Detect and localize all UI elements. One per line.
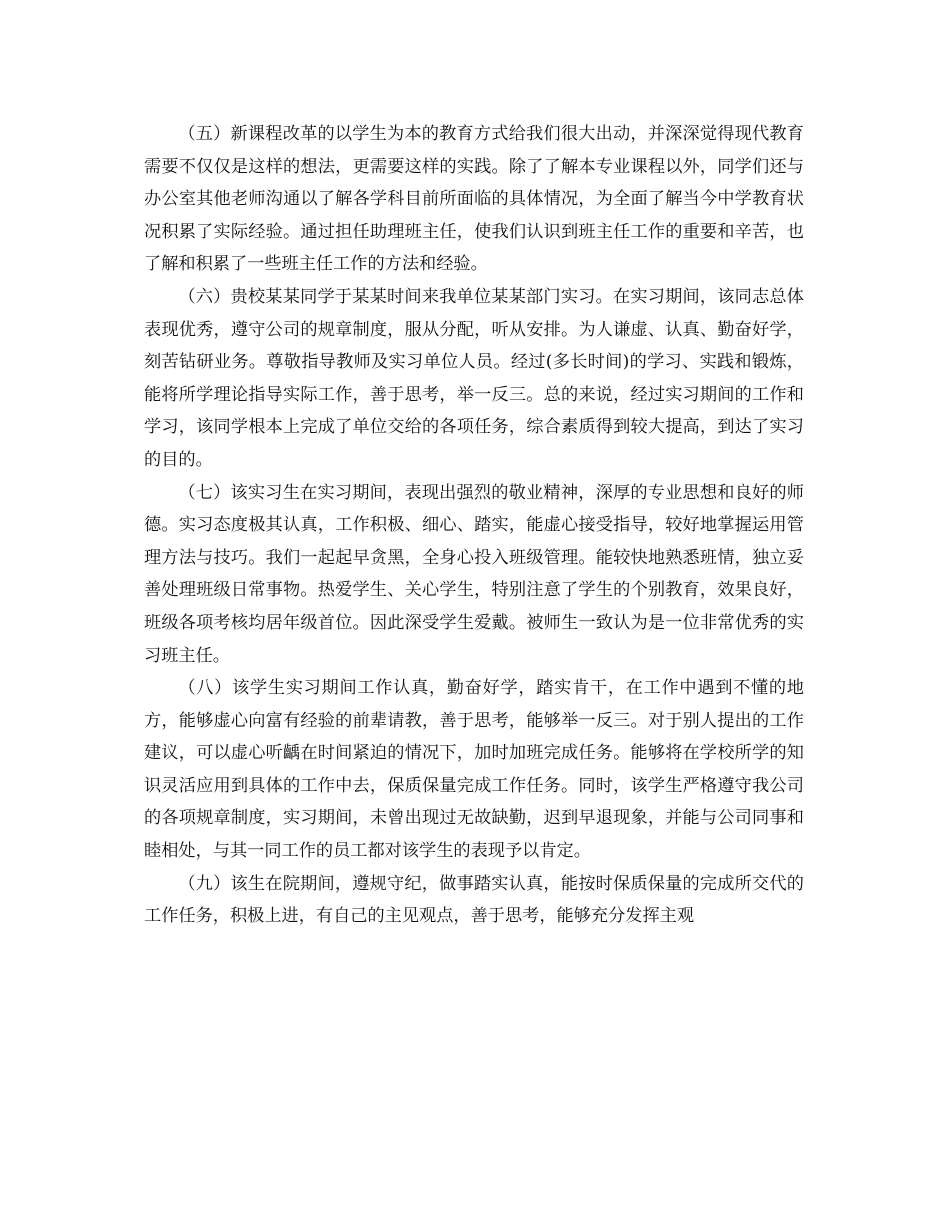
paragraph-9: （九）该生在院期间，遵规守纪，做事踏实认真，能按时保质保量的完成所交代的工作任务，积极上进，有自己的主见观点，善于思考，能够充分发挥主观	[144, 873, 804, 927]
paragraph-5: （五）新课程改革的以学生为本的教育方式给我们很大出动，并深深觉得现代教育需要不仅仅是这样的想法，更需要这样的实践。除了了解本专业课程以外，同学们还与办公室其他老师沟通以了解各学科目前所面临的具体情况，为全面了解当今中学教育状况积累了实际经验。通过担任助理班主任，使我们认识到班主任工作的重要和辛苦，也了解和积累了一些班主任工作的方法和经验。	[144, 124, 804, 275]
paragraph-7: （七）该实习生在实习期间，表现出强烈的敬业精神，深厚的专业思想和良好的师德。实习态度极其认真，工作积极、细心、踏实，能虚心接受指导，较好地掌握运用管理方法与技巧。我们一起起早贪黑，全身心投入班级管理。能较快地熟悉班情，独立妥善处理班级日常事物。热爱学生、关心学生，特别注意了学生的个别教育，效果良好，班级各项考核均居年级首位。因此深受学生爱戴。被师生一致认为是一位非常优秀的实习班主任。	[144, 482, 804, 666]
paragraph-8: （八）该学生实习期间工作认真，勤奋好学，踏实肯干，在工作中遇到不懂的地方，能够虚心向富有经验的前辈请教，善于思考，能够举一反三。对于别人提出的工作建议，可以虚心听齲在时间紧迫的情况下，加时加班完成任务。能够将在学校所学的知识灵活应用到具体的工作中去，保质保量完成工作任务。同时，该学生严格遵守我公司的各项规章制度，实习期间，未曾出现过无故缺勤，迟到早退现象，并能与公司同事和睦相处，与其一同工作的员工都对该学生的表现予以肯定。	[144, 678, 804, 862]
paragraph-6: （六）贵校某某同学于某某时间来我单位某某部门实习。在实习期间，该同志总体表现优秀，遵守公司的规章制度，服从分配，听从安排。为人谦虚、认真、勤奋好学，刻苦钻研业务。尊敬指导教师及实习单位人员。经过(多长时间)的学习、实践和锻炼，能将所学理论指导实际工作，善于思考，举一反三。总的来说，经过实习期间的工作和学习，该同学根本上完成了单位交给的各项任务，综合素质得到较大提高，到达了实习的目的。	[144, 286, 804, 470]
document-body	[144, 118, 804, 933]
